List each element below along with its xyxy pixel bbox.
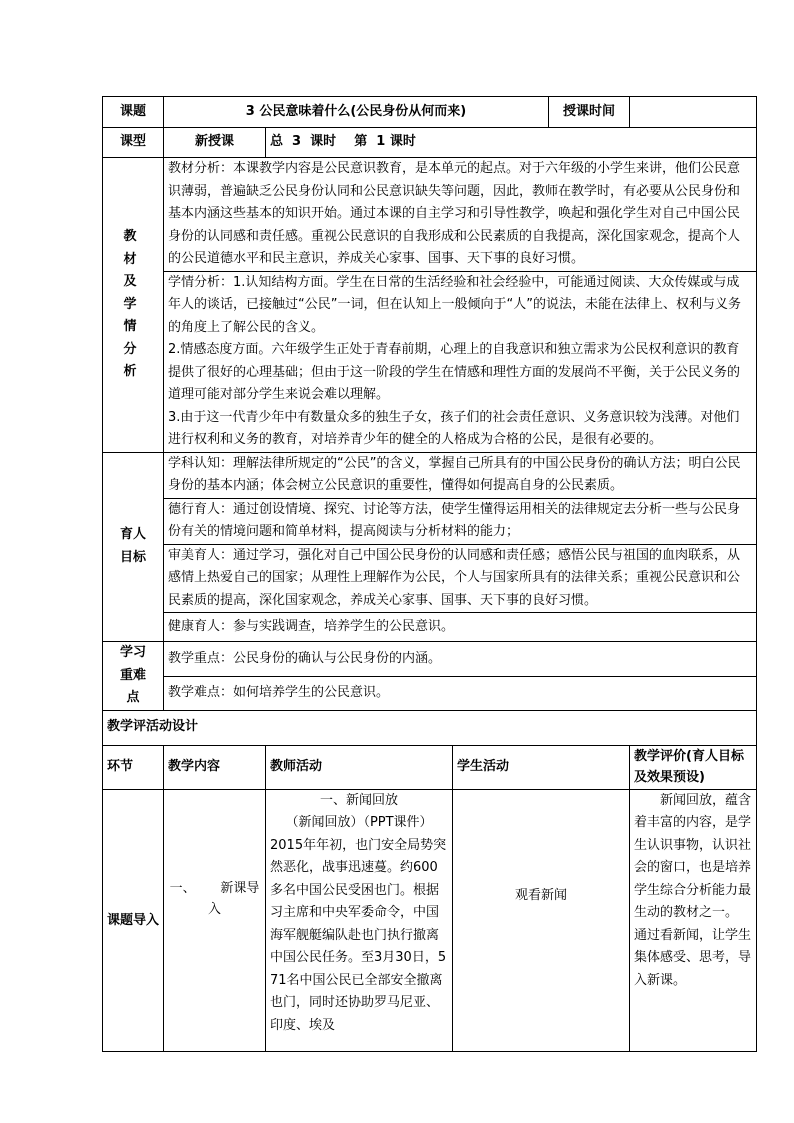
time-value: [630, 97, 757, 128]
header-content: 教学内容: [164, 745, 266, 789]
keypoints-label: [103, 642, 164, 711]
analysis-label-text: 教材及学情分析: [123, 229, 143, 379]
intro-content: 一、 新课导入: [164, 789, 266, 1051]
intro-stage: 课题导入: [103, 789, 164, 1051]
topic-value: 3 公民意味着什么(公民身份从何而来): [164, 97, 549, 128]
student-analysis-3: 3.由于这一代青少年中有数量众多的独生子女，孩子们的社会责任意识、义务意识较为浅薄。对他们进行权利和义务的教育，对培养青少年的健全的人格成为合格的公民，是很有必要的。: [168, 409, 740, 447]
student-analysis-1: 学情分析：1.认知结构方面。学生在日常的生活经验和社会经验中，可能通过阅读、大众传媒或与成年人的谈话，已接触过“公民”一词，但在认知上一般倾向于“人”的说法，未能在法律上、权利与义务的角度上了解公民的含义。: [168, 274, 741, 335]
goal-health: 健康育人：参与实践调查，培养学生的公民意识。: [164, 613, 757, 642]
keypoints-label-text: 学习重难点: [119, 645, 146, 705]
goal-subject: 学科认知：理解法律所规定的“公民”的含义，掌握自己所具有的中国公民身份的确认方法；明白公民身份的基本内涵；体会树立公民意识的重要性，懂得如何提高自身的公民素质。: [164, 452, 757, 498]
difficult-point: 教学难点：如何培养学生的公民意识。: [164, 677, 757, 710]
lesson-plan-table: [102, 96, 757, 1052]
goal-aesthetic: 审美育人：通过学习，强化对自己中国公民身份的认同感和责任感；感悟公民与祖国的血肉联系，从感情上热爱自己的国家；从理性上理解作为公民，个人与国家所具有的法律关系；重视公民意识和公民素质的提高，深化国家观念，养成关心家事、国事、天下事的良好习惯。: [164, 544, 757, 613]
design-title: 教学评活动设计: [103, 710, 757, 745]
teacher-news-title: 一、新闻回放: [319, 792, 398, 808]
goals-label-text: 育人目标: [119, 527, 146, 565]
student-analysis: [164, 271, 757, 452]
header-stage: 环节: [103, 745, 164, 789]
topic-label: 课题: [103, 97, 164, 128]
evaluation-2: 通过看新闻，让学生集体感受、思考，导入新课。: [634, 927, 752, 988]
intro-evaluation: [630, 789, 757, 1051]
goal-morality: 德行育人：通过创设情境、探究、讨论等方法，使学生懂得运用相关的法律规定去分析一些与公民身份有关的情境问题和简单材料，提高阅读与分析材料的能力；: [164, 498, 757, 544]
header-evaluation: 教学评价(育人目标及效果预设): [630, 745, 757, 789]
total-lessons: 总 3 课时 第 1 课时: [266, 128, 757, 158]
evaluation-1: 新闻回放，蕴含着丰富的内容，是学生认识事物，认识社会的窗口，也是培养学生综合分析能力最生动的教材之一。: [634, 792, 752, 920]
teacher-news-sub: （新闻回放）（PPT课件）: [285, 815, 433, 830]
key-point: 教学重点：公民身份的确认与公民身份的内涵。: [164, 642, 757, 677]
material-analysis: 教材分析：本课教学内容是公民意识教育，是本单元的起点。对于六年级的小学生来讲，他们公民意识薄弱，普遍缺乏公民身份认同和公民意识缺失等问题，因此，教师在教学时，有必要从公民身份和基本内涵这些基本的知识开始。通过本课的自主学习和引导性教学，唤起和强化学生对自己中国公民身份的认同感和责任感。重视公民意识的自我形成和公民素质的自我提高，深化国家观念，提高个人的公民道德水平和民主意识，养成关心家事、国事、天下事的良好习惯。: [164, 158, 757, 272]
student-analysis-2: 2.情感态度方面。六年级学生正处于青春前期，心理上的自我意识和独立需求为公民权利意识的教育提供了很好的心理基础；但由于这一阶段的学生在情感和理性方面的发展尚不平衡，关于公民义务的道理可能对部分学生来说会难以理解。: [168, 342, 741, 402]
intro-teacher: [266, 789, 453, 1051]
intro-student: 观看新闻: [453, 789, 630, 1051]
teacher-news-body: 2015年年初，也门安全局势突然恶化，战事迅速蔓。约600多名中国公民受困也门。根据习主席和中央军委命令，中国海军舰艇编队赴也门执行撤离中国公民任务。至3月30日，571名中国公民已全部安全撤离也门，同时还协助罗马尼亚、印度、埃及: [270, 837, 447, 1033]
header-teacher: 教师活动: [266, 745, 453, 789]
type-value: 新授课: [164, 128, 266, 158]
header-student: 学生活动: [453, 745, 630, 789]
type-label: 课型: [103, 128, 164, 158]
analysis-label: [103, 158, 164, 453]
time-label: 授课时间: [549, 97, 630, 128]
goals-label: [103, 452, 164, 642]
